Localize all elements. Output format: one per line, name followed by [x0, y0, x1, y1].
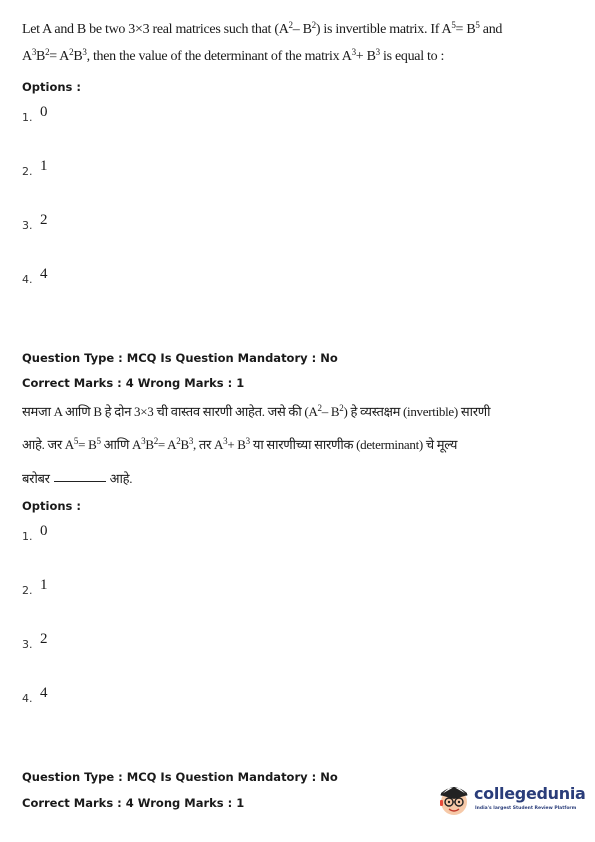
question-type-line-1: Question Type : MCQ Is Question Mandatory : No	[22, 351, 338, 365]
option-number: 2.	[22, 165, 33, 178]
collegedunia-logo	[436, 776, 586, 822]
option-number: 3.	[22, 219, 33, 232]
option-value: 2	[40, 212, 48, 228]
options-label-1: Options :	[22, 80, 81, 94]
logo-tagline: India's largest Student Review Platform	[475, 806, 577, 811]
question-type-line-2: Question Type : MCQ Is Question Mandatory : No	[22, 770, 338, 784]
question-2-line-1: समजा A आणि B हे दोन 3×3 ची वास्तव सारणी आहेत. जसे की ($A^2-$ $B^2$) हे व्यस्तक्षम (invertible) सारणी	[22, 403, 491, 419]
marks-line-1: Correct Marks : 4 Wrong Marks : 1	[22, 376, 245, 390]
option-value: 2	[40, 631, 48, 647]
question-1-line-2: $A^3B^2= A^2B^3$, then the value of the determinant of the matrix $A^3+ B^3$ is equal to :	[22, 47, 445, 64]
answer-blank	[54, 481, 106, 482]
question-2-line-3: बरोबर आहे.	[22, 471, 133, 486]
option-value: 1	[40, 158, 48, 174]
option-number: 4.	[22, 692, 33, 705]
option-number: 1.	[22, 111, 33, 124]
option-number: 4.	[22, 273, 33, 286]
option-value: 4	[40, 266, 48, 282]
option-value: 0	[40, 104, 48, 120]
option-number: 2.	[22, 584, 33, 597]
option-value: 4	[40, 685, 48, 701]
option-number: 1.	[22, 530, 33, 543]
question-1-line-1: Let A and B be two 3×3 real matrices such that ($A^2-$ $B^2$) is invertible matrix. If $A^5= B^5$ and	[22, 20, 503, 37]
question-2-line-2: आहे. जर $A^5= B^5$ आणि $A^3B^2= A^2B^3$, तर $A^3+ B^3$ या सारणीच्या सारणीक (determinant) चे मूल्य	[22, 436, 458, 452]
option-number: 3.	[22, 638, 33, 651]
marks-line-2: Correct Marks : 4 Wrong Marks : 1	[22, 796, 245, 810]
options-label-2: Options :	[22, 499, 81, 513]
logo-wordmark: collegedunia	[474, 784, 586, 803]
mascot-face-icon	[436, 780, 472, 818]
option-value: 0	[40, 523, 48, 539]
option-value: 1	[40, 577, 48, 593]
